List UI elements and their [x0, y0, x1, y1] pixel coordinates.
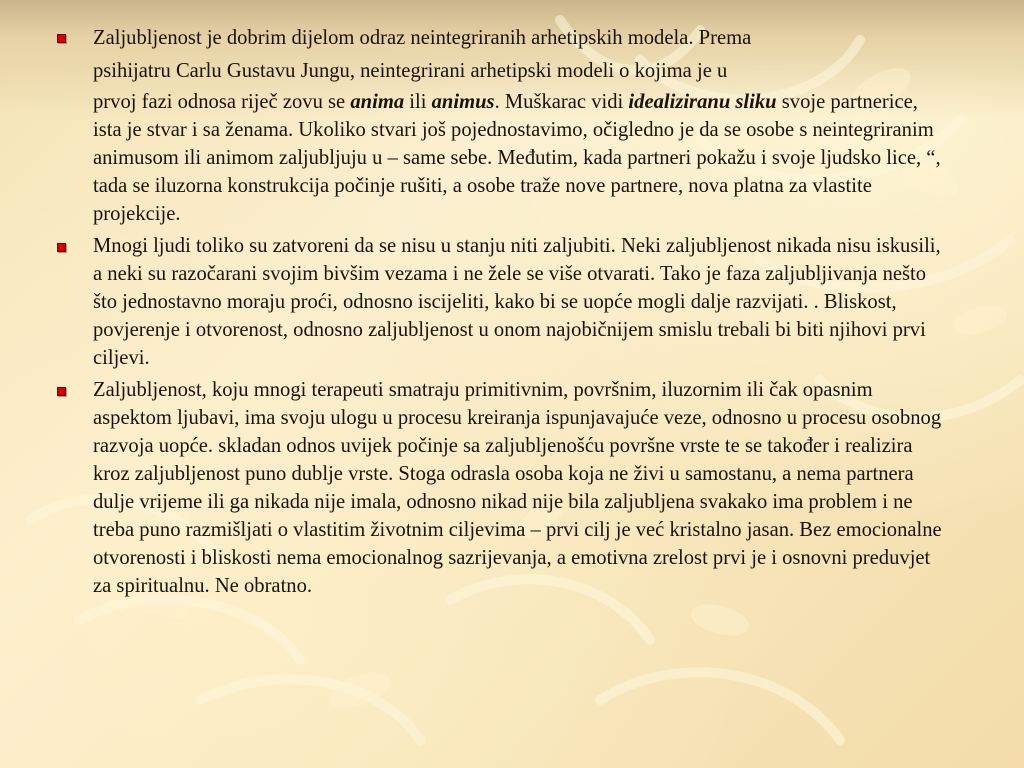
slide-content — [56, 22, 948, 604]
bullet-text: Mnogi ljudi toliko su zatvoreni da se nisu u stanju niti zaljubiti. Neki zaljubljenost nikada nisu iskusili, a neki su razočarani svojim bivšim vezama i ne žele se više otvarati. Tako je faza zaljubljivanja nešto što jednostavno moraju proći, odnosno iscijeliti, kako bi se uopće mogli dalje razvijati. . Bliskost, povjerenje i otvorenost, odnosno zaljubljenost u onom najobičnijem smislu trebali bi biti njihovi prvi ciljevi. — [93, 235, 941, 369]
text-part-c: . Muškarac vidi — [494, 91, 629, 113]
bullet-item-uloga-zaljubljenosti — [56, 376, 948, 600]
red-square-bullet-icon — [57, 34, 66, 43]
bullet-item-zaljubljenost-arhetipovi — [56, 22, 948, 228]
red-square-bullet-icon — [57, 387, 66, 396]
text-part-d: svoje partnerice, ista je stvar i sa ženama. Ukoliko stvari još pojednostavimo, očigledno je da se osobe s neintegriranim animusom ili animom zaljubljuju u – same sebe. Međutim, kada partneri pokažu i svoje ljudsko lice, “, tada se iluzorna konstrukcija počinje rušiti, a osobe traže nove partnere, nova platna za vlastite projekcije. — [93, 91, 941, 225]
bullet-line-1: Zaljubljenost je dobrim dijelom odraz neintegriranih arhetipskih modela. Prema — [93, 27, 752, 49]
term-anima: anima — [350, 91, 405, 113]
bullet-list — [56, 22, 948, 600]
bullet-item-zatvoreni-ljudi — [56, 232, 948, 372]
term-idealiziranu-sliku: idealiziranu sliku — [628, 91, 777, 113]
red-square-bullet-icon — [57, 243, 66, 252]
term-animus: animus — [431, 91, 495, 113]
bullet-rest — [93, 91, 941, 225]
bullet-text: Zaljubljenost, koju mnogi terapeuti smatraju primitivnim, površnim, iluzornim ili čak opasnim aspektom ljubavi, ima svoju ulogu u procesu kreiranja ispunjavajuće veze, odnosno u procesu osobnog razvoja uopće. skladan odnos uvijek počinje sa zaljubljenošću površne vrste te se također i realizira kroz zaljubljenost puno dublje vrste. Stoga odrasla osoba koja ne živi u samostanu, a nema partnera dulje vrijeme ili ga nikada nije imala, odnosno nikad nije bila zaljubljena svakako ima problem i ne treba puno razmišljati o vlastitim životnim ciljevima – prvi cilj je već kristalno jasan. Bez emocionalne otvorenosti i bliskosti nema emocionalnog sazrijevanja, a emotivna zrelost prvi je i osnovni preduvjet za spiritualnu. Ne obratno. — [93, 379, 942, 597]
text-part-a: prvoj fazi odnosa riječ zovu se — [93, 91, 351, 113]
text-part-b: ili — [404, 91, 432, 113]
bullet-line-2: psihijatru Carlu Gustavu Jungu, neintegrirani arhetipski modeli o kojima je u — [93, 60, 728, 82]
